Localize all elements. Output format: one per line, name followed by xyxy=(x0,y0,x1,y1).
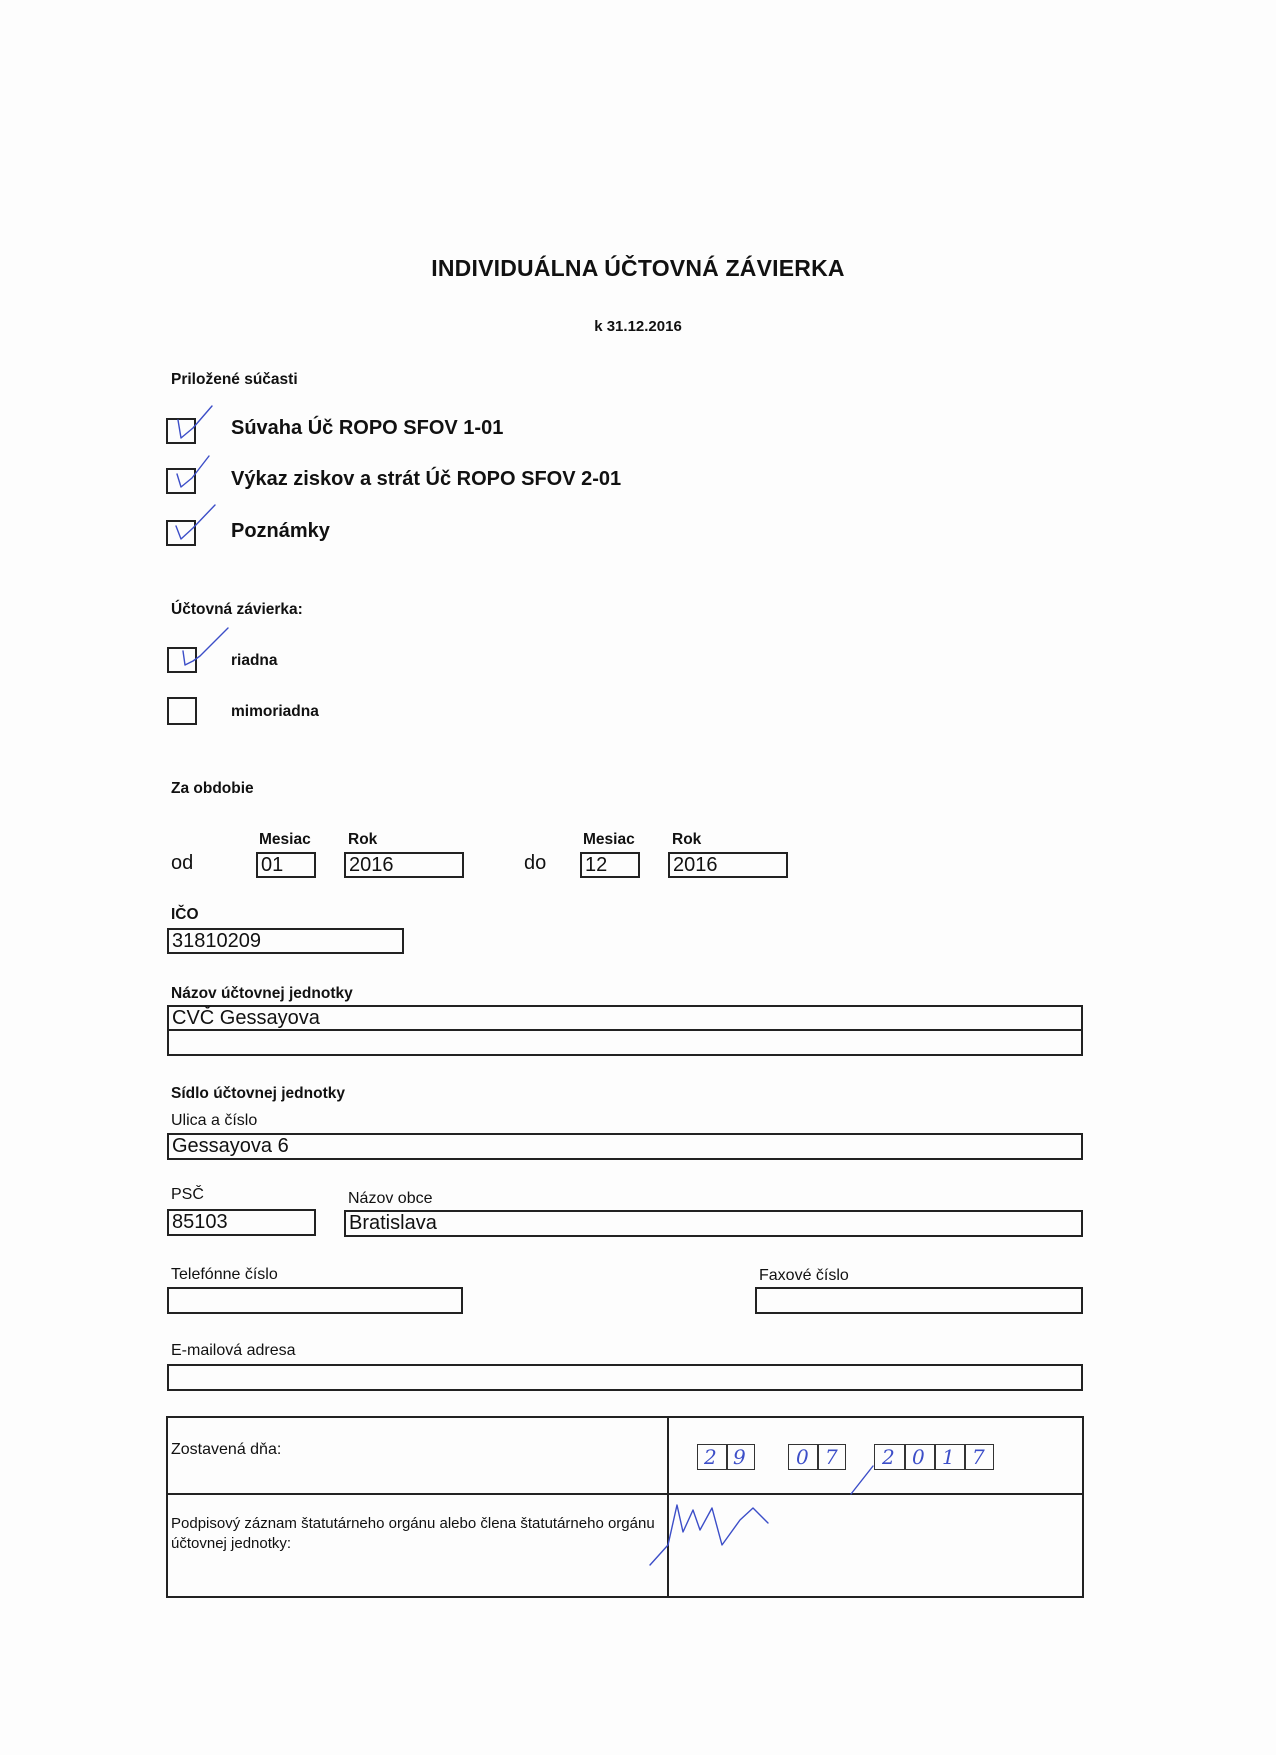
year-digit-4: 7 xyxy=(972,1445,985,1469)
to-year-field[interactable]: 2016 xyxy=(668,852,788,878)
option-label-mimoriadna: mimoriadna xyxy=(231,703,319,720)
to-month-field[interactable]: 12 xyxy=(580,852,640,878)
ico-field[interactable]: 31810209 xyxy=(167,928,404,954)
street-label: Ulica a číslo xyxy=(171,1112,258,1129)
document-date: k 31.12.2016 xyxy=(594,318,682,335)
period-heading: Za obdobie xyxy=(171,780,254,797)
check-mark-suvaha xyxy=(178,406,212,438)
day-digit-1: 2 xyxy=(704,1445,717,1469)
option-label-riadna: riadna xyxy=(231,652,278,669)
attachments-heading: Priložené súčasti xyxy=(171,371,298,388)
compiled-date-label: Zostavená dňa: xyxy=(171,1441,282,1458)
psc-label: PSČ xyxy=(171,1186,204,1203)
ico-label: IČO xyxy=(171,906,199,923)
statement-type-heading: Účtovná závierka: xyxy=(171,601,303,618)
signature-label: Podpisový záznam štatutárneho orgánu alebo člena štatutárneho orgánu účtovnej jednotky: xyxy=(171,1515,655,1552)
year-digit-3: 1 xyxy=(942,1445,955,1469)
check-mark-vykaz xyxy=(177,456,209,487)
address-heading: Sídlo účtovnej jednotky xyxy=(171,1085,345,1102)
period-from-label: od xyxy=(171,852,194,874)
to-month-label: Mesiac xyxy=(583,831,635,848)
street-field[interactable]: Gessayova 6 xyxy=(167,1133,1083,1160)
check-mark-poznamky xyxy=(176,505,215,539)
from-year-label: Rok xyxy=(348,831,378,848)
from-year-field[interactable]: 2016 xyxy=(344,852,464,878)
from-month-label: Mesiac xyxy=(259,831,311,848)
period-to-label: do xyxy=(524,852,547,874)
phone-label: Telefónne číslo xyxy=(171,1266,278,1283)
to-year-label: Rok xyxy=(672,831,702,848)
signature-mark xyxy=(650,1505,768,1565)
attachment-label-suvaha: Súvaha Úč ROPO SFOV 1-01 xyxy=(231,417,504,439)
date-slash-mark xyxy=(851,1466,873,1494)
year-digit-1: 2 xyxy=(882,1445,895,1469)
attachment-label-vykaz: Výkaz ziskov a strát Úč ROPO SFOV 2-01 xyxy=(231,468,622,490)
psc-field[interactable]: 85103 xyxy=(167,1209,316,1236)
city-label: Názov obce xyxy=(348,1190,433,1207)
month-digit-1: 0 xyxy=(796,1445,809,1469)
year-digit-2: 0 xyxy=(912,1445,925,1469)
month-digit-2: 7 xyxy=(825,1445,838,1469)
day-digit-2: 9 xyxy=(733,1445,746,1469)
entity-name-field-line1[interactable]: CVČ Gessayova xyxy=(167,1005,1083,1031)
entity-name-label: Názov účtovnej jednotky xyxy=(171,985,353,1002)
fax-label: Faxové číslo xyxy=(759,1267,849,1284)
city-field[interactable]: Bratislava xyxy=(344,1210,1083,1237)
check-mark-riadna xyxy=(183,628,228,665)
attachment-label-poznamky: Poznámky xyxy=(231,520,330,542)
email-label: E-mailová adresa xyxy=(171,1342,296,1359)
from-month-field[interactable]: 01 xyxy=(256,852,316,878)
document-title: INDIVIDUÁLNA ÚČTOVNÁ ZÁVIERKA xyxy=(431,255,845,281)
